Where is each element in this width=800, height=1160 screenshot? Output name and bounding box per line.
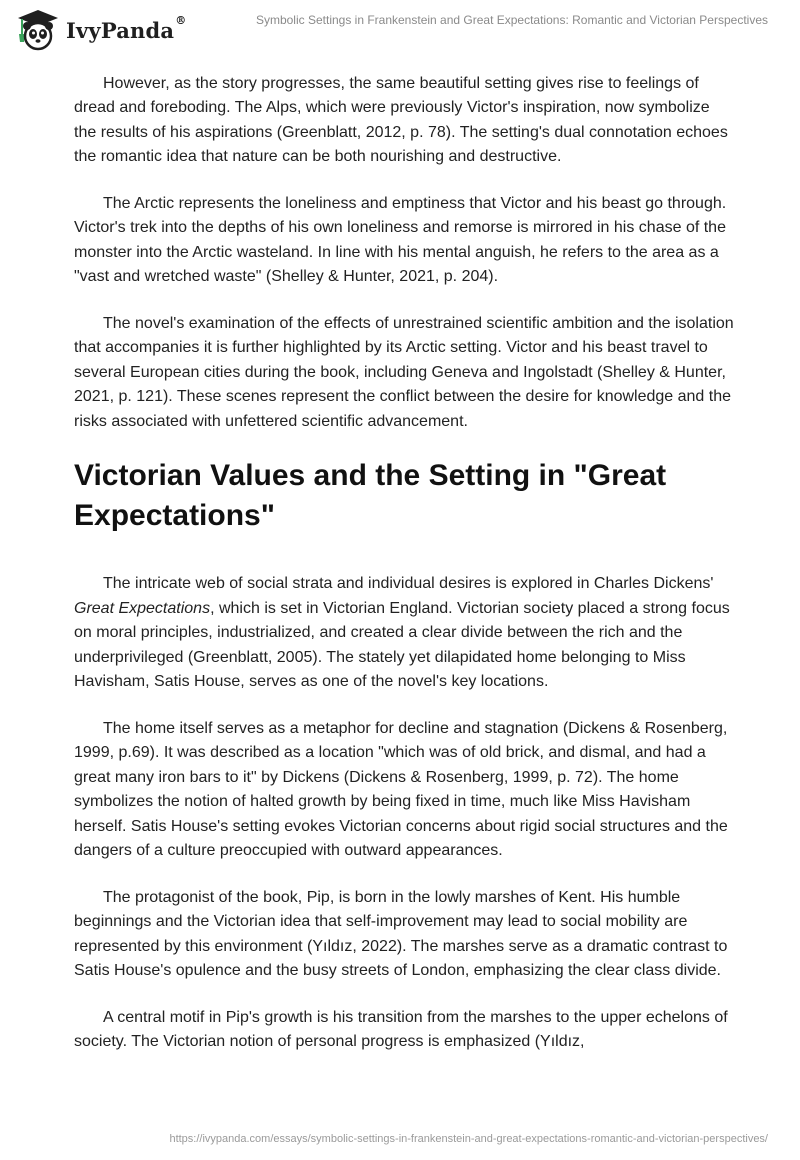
page-header <box>0 0 800 60</box>
paragraph-text: , which is set in Victorian England. Victorian society placed a strong focus on moral principles, industrialized, and created a clear divide between the rich and the underprivileged (Greenblatt, 2005). The stately yet dilapidated home belonging to Miss Havisham, Satis House, serves as one of the novel's key locations. <box>74 599 730 691</box>
book-title-italic: Great Expectations <box>74 599 211 617</box>
section-heading: Victorian Values and the Setting in "Great Expectations" <box>74 459 667 533</box>
paragraph: The protagonist of the book, Pip, is born in the lowly marshes of Kent. His humble beginnings and the Victorian idea that self-improvement may lead to social mobility are represented by this environment (Yıldız, 2022). The marshes serve as a dramatic contrast to Satis House's opulence and the busy streets of London, emphasizing the clear class divide. <box>74 888 728 979</box>
paragraph: The novel's examination of the effects of unrestrained scientific ambition and the isolation that accompanies it is further highlighted by its Arctic setting. Victor and his beast travel to several European cities during the book, including Geneva and Ingolstadt (Shelley & Hunter, 2021, p. 121). These scenes represent the conflict between the desire for knowledge and the risks associated with unfettered scientific advancement. <box>74 315 734 430</box>
essay-body <box>74 72 734 1077</box>
paragraph: The Arctic represents the loneliness and emptiness that Victor and his beast go through. Victor's trek into the depths of his own loneliness and remorse is mirrored in his chase of the monster into the Arctic wasteland. In line with his mental anguish, he refers to the area as a "vast and wretched waste" (Shelley & Hunter, 2021, p. 204). <box>74 195 727 286</box>
paragraph: However, as the story progresses, the same beautiful setting gives rise to feelings of dread and foreboding. The Alps, which were previously Victor's inspiration, now symbolize the results of his aspirations (Greenblatt, 2012, p. 78). The setting's dual connotation echoes the romantic idea that nature can be both nourishing and destructive. <box>74 75 728 166</box>
ivypanda-logo[interactable] <box>14 8 186 52</box>
paragraph-text: The intricate web of social strata and individual desires is explored in Charles Dickens' <box>103 575 714 593</box>
document-title: Symbolic Settings in Frankenstein and Great Expectations: Romantic and Victorian Perspectives <box>255 13 768 27</box>
panda-graduate-icon <box>14 8 62 52</box>
registered-mark: ® <box>175 13 187 27</box>
paragraph: The home itself serves as a metaphor for decline and stagnation (Dickens & Rosenberg, 1999, p.69). It was described as a location "which was of old brick, and dismal, and had a great many iron bars to it" by Dickens (Dickens & Rosenberg, 1999, p. 72). The home symbolizes the notion of halted growth by being fixed in time, much like Miss Havisham herself. Satis House's setting evokes Victorian concerns about rigid social structures and the dangers of a culture preoccupied with outward appearances. <box>74 719 728 859</box>
paragraph: A central motif in Pip's growth is his transition from the marshes to the upper echelons of society. The Victorian notion of personal progress is emphasized (Yıldız, <box>74 1008 728 1051</box>
logo-wordmark: IvyPanda <box>66 17 175 43</box>
paragraph <box>74 572 734 694</box>
source-url[interactable]: https://ivypanda.com/essays/symbolic-settings-in-frankenstein-and-great-expectations-romantic-and-victorian-perspectives/ <box>169 1133 768 1145</box>
